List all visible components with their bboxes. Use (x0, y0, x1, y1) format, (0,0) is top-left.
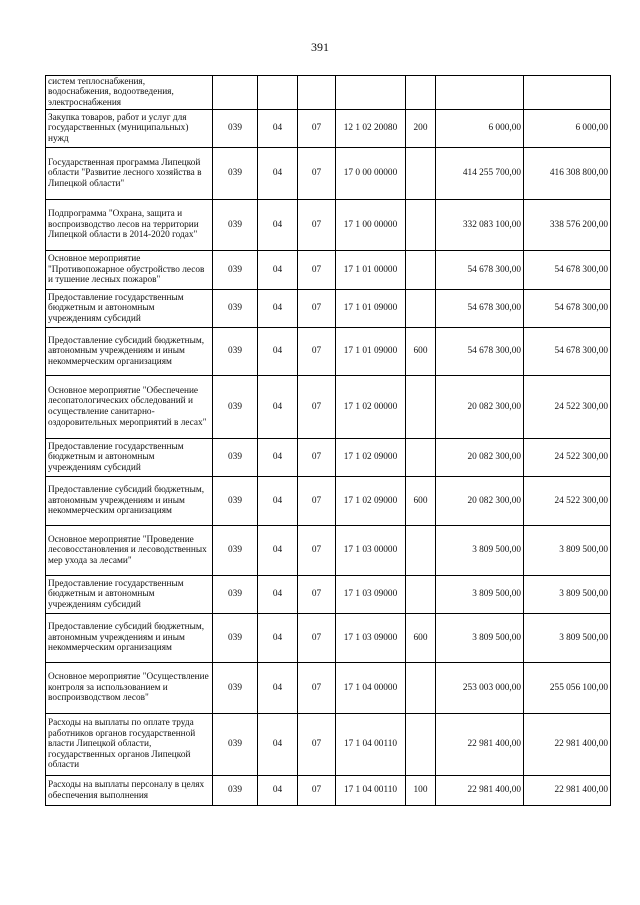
cell-amount-2: 24 522 300,00 (524, 477, 611, 526)
cell-description: Закупка товаров, работ и услуг для государственных (муниципальных) нужд (46, 110, 213, 148)
cell-gr-code: 039 (213, 290, 258, 328)
cell-gr-code: 039 (213, 110, 258, 148)
cell-description: Расходы на выплаты персоналу в целях обеспечения выполнения (46, 776, 213, 806)
cell-section: 04 (258, 376, 298, 439)
cell-section: 04 (258, 439, 298, 477)
cell-subsection (298, 76, 336, 110)
cell-subsection: 07 (298, 251, 336, 290)
cell-subsection: 07 (298, 439, 336, 477)
cell-gr-code: 039 (213, 776, 258, 806)
cell-expense-type: 200 (406, 110, 436, 148)
cell-amount-1: 20 082 300,00 (436, 376, 524, 439)
cell-section: 04 (258, 200, 298, 251)
cell-amount-1 (436, 76, 524, 110)
cell-gr-code: 039 (213, 328, 258, 376)
cell-amount-1: 332 083 100,00 (436, 200, 524, 251)
cell-expense-type (406, 714, 436, 776)
cell-target-article: 12 1 02 20080 (336, 110, 406, 148)
cell-amount-1: 3 809 500,00 (436, 526, 524, 576)
cell-section: 04 (258, 477, 298, 526)
cell-description: Государственная программа Липецкой области "Развитие лесного хозяйства в Липецкой области" (46, 148, 213, 200)
cell-expense-type: 600 (406, 328, 436, 376)
cell-amount-2: 54 678 300,00 (524, 251, 611, 290)
table-row (46, 110, 611, 148)
cell-target-article: 17 1 02 00000 (336, 376, 406, 439)
cell-description: Предоставление субсидий бюджетным, автономным учреждениям и иным некоммерческим организациям (46, 614, 213, 663)
cell-section: 04 (258, 251, 298, 290)
cell-description: Предоставление государственным бюджетным и автономным учреждениям субсидий (46, 439, 213, 477)
table-row (46, 251, 611, 290)
cell-section (258, 76, 298, 110)
table-row (46, 614, 611, 663)
cell-amount-1: 20 082 300,00 (436, 477, 524, 526)
cell-subsection: 07 (298, 376, 336, 439)
cell-subsection: 07 (298, 526, 336, 576)
cell-target-article: 17 1 03 09000 (336, 614, 406, 663)
cell-amount-1: 253 003 000,00 (436, 663, 524, 714)
cell-subsection: 07 (298, 663, 336, 714)
cell-amount-1: 54 678 300,00 (436, 290, 524, 328)
cell-section: 04 (258, 148, 298, 200)
cell-target-article: 17 0 00 00000 (336, 148, 406, 200)
cell-gr-code: 039 (213, 477, 258, 526)
cell-description: Подпрограмма "Охрана, защита и воспроизводство лесов на территории Липецкой области в 2014-2020 годах" (46, 200, 213, 251)
cell-target-article: 17 1 02 09000 (336, 439, 406, 477)
cell-amount-1: 414 255 700,00 (436, 148, 524, 200)
cell-description: систем теплоснабжения, водоснабжения, водоотведения, электроснабжения (46, 76, 213, 110)
cell-gr-code: 039 (213, 526, 258, 576)
table-row (46, 663, 611, 714)
cell-gr-code: 039 (213, 614, 258, 663)
cell-description: Основное мероприятие "Противопожарное обустройство лесов и тушение лесных пожаров" (46, 251, 213, 290)
cell-target-article: 17 1 03 00000 (336, 526, 406, 576)
cell-subsection: 07 (298, 477, 336, 526)
cell-amount-2: 24 522 300,00 (524, 439, 611, 477)
cell-expense-type (406, 376, 436, 439)
cell-section: 04 (258, 576, 298, 614)
table-row (46, 290, 611, 328)
cell-amount-1: 3 809 500,00 (436, 614, 524, 663)
cell-subsection: 07 (298, 576, 336, 614)
table-row (46, 477, 611, 526)
cell-section: 04 (258, 776, 298, 806)
cell-target-article: 17 1 00 00000 (336, 200, 406, 251)
cell-expense-type (406, 148, 436, 200)
cell-target-article: 17 1 04 00110 (336, 776, 406, 806)
cell-section: 04 (258, 614, 298, 663)
cell-subsection: 07 (298, 110, 336, 148)
cell-expense-type (406, 576, 436, 614)
cell-expense-type (406, 251, 436, 290)
cell-subsection: 07 (298, 148, 336, 200)
cell-amount-2 (524, 76, 611, 110)
cell-gr-code: 039 (213, 714, 258, 776)
cell-description: Предоставление государственным бюджетным и автономным учреждениям субсидий (46, 576, 213, 614)
cell-subsection: 07 (298, 614, 336, 663)
cell-expense-type: 100 (406, 776, 436, 806)
cell-amount-1: 20 082 300,00 (436, 439, 524, 477)
table-row (46, 439, 611, 477)
cell-section: 04 (258, 663, 298, 714)
cell-amount-2: 54 678 300,00 (524, 328, 611, 376)
cell-expense-type (406, 439, 436, 477)
cell-description: Основное мероприятие "Обеспечение лесопатологических обследований и осуществление санитарно-оздоровительных мероприятий в лесах" (46, 376, 213, 439)
cell-amount-2: 24 522 300,00 (524, 376, 611, 439)
cell-gr-code: 039 (213, 376, 258, 439)
cell-gr-code: 039 (213, 576, 258, 614)
cell-expense-type (406, 663, 436, 714)
cell-expense-type (406, 290, 436, 328)
table-row (46, 76, 611, 110)
table-row (46, 526, 611, 576)
cell-amount-1: 3 809 500,00 (436, 576, 524, 614)
cell-amount-2: 338 576 200,00 (524, 200, 611, 251)
cell-section: 04 (258, 526, 298, 576)
cell-expense-type: 600 (406, 614, 436, 663)
cell-amount-1: 54 678 300,00 (436, 328, 524, 376)
cell-subsection: 07 (298, 328, 336, 376)
cell-description: Основное мероприятие "Проведение лесовосстановления и лесоводственных мер ухода за лесами" (46, 526, 213, 576)
cell-gr-code: 039 (213, 200, 258, 251)
cell-amount-2: 22 981 400,00 (524, 714, 611, 776)
cell-amount-2: 255 056 100,00 (524, 663, 611, 714)
page-number: 391 (311, 40, 329, 54)
cell-amount-1: 22 981 400,00 (436, 776, 524, 806)
cell-target-article: 17 1 01 09000 (336, 290, 406, 328)
cell-description: Расходы на выплаты по оплате труда работников органов государственной власти Липецкой области, государственных органов Липецкой области (46, 714, 213, 776)
cell-gr-code: 039 (213, 663, 258, 714)
table-row (46, 776, 611, 806)
table-row (46, 328, 611, 376)
cell-target-article: 17 1 04 00110 (336, 714, 406, 776)
cell-subsection: 07 (298, 290, 336, 328)
budget-table (45, 75, 611, 806)
cell-section: 04 (258, 110, 298, 148)
cell-target-article: 17 1 01 00000 (336, 251, 406, 290)
cell-description: Предоставление государственным бюджетным и автономным учреждениям субсидий (46, 290, 213, 328)
cell-subsection: 07 (298, 200, 336, 251)
cell-amount-2: 3 809 500,00 (524, 614, 611, 663)
table-row (46, 200, 611, 251)
table-row (46, 376, 611, 439)
cell-description: Предоставление субсидий бюджетным, автономным учреждениям и иным некоммерческим организациям (46, 328, 213, 376)
cell-gr-code: 039 (213, 251, 258, 290)
cell-section: 04 (258, 290, 298, 328)
cell-target-article (336, 76, 406, 110)
cell-expense-type (406, 76, 436, 110)
cell-subsection: 07 (298, 714, 336, 776)
table-row (46, 714, 611, 776)
cell-expense-type: 600 (406, 477, 436, 526)
cell-expense-type (406, 526, 436, 576)
cell-target-article: 17 1 02 09000 (336, 477, 406, 526)
cell-section: 04 (258, 328, 298, 376)
cell-amount-2: 416 308 800,00 (524, 148, 611, 200)
cell-description: Предоставление субсидий бюджетным, автономным учреждениям и иным некоммерческим организациям (46, 477, 213, 526)
table-row (46, 576, 611, 614)
cell-target-article: 17 1 04 00000 (336, 663, 406, 714)
cell-amount-2: 3 809 500,00 (524, 576, 611, 614)
cell-target-article: 17 1 01 09000 (336, 328, 406, 376)
cell-amount-2: 6 000,00 (524, 110, 611, 148)
table-body (46, 76, 611, 806)
cell-gr-code: 039 (213, 439, 258, 477)
cell-amount-2: 54 678 300,00 (524, 290, 611, 328)
cell-gr-code: 039 (213, 148, 258, 200)
table-row (46, 148, 611, 200)
cell-amount-1: 54 678 300,00 (436, 251, 524, 290)
cell-section: 04 (258, 714, 298, 776)
cell-target-article: 17 1 03 09000 (336, 576, 406, 614)
cell-amount-1: 22 981 400,00 (436, 714, 524, 776)
cell-gr-code (213, 76, 258, 110)
cell-description: Основное мероприятие "Осуществление контроля за использованием и воспроизводством лесов" (46, 663, 213, 714)
cell-amount-1: 6 000,00 (436, 110, 524, 148)
cell-expense-type (406, 200, 436, 251)
cell-amount-2: 3 809 500,00 (524, 526, 611, 576)
cell-amount-2: 22 981 400,00 (524, 776, 611, 806)
cell-subsection: 07 (298, 776, 336, 806)
